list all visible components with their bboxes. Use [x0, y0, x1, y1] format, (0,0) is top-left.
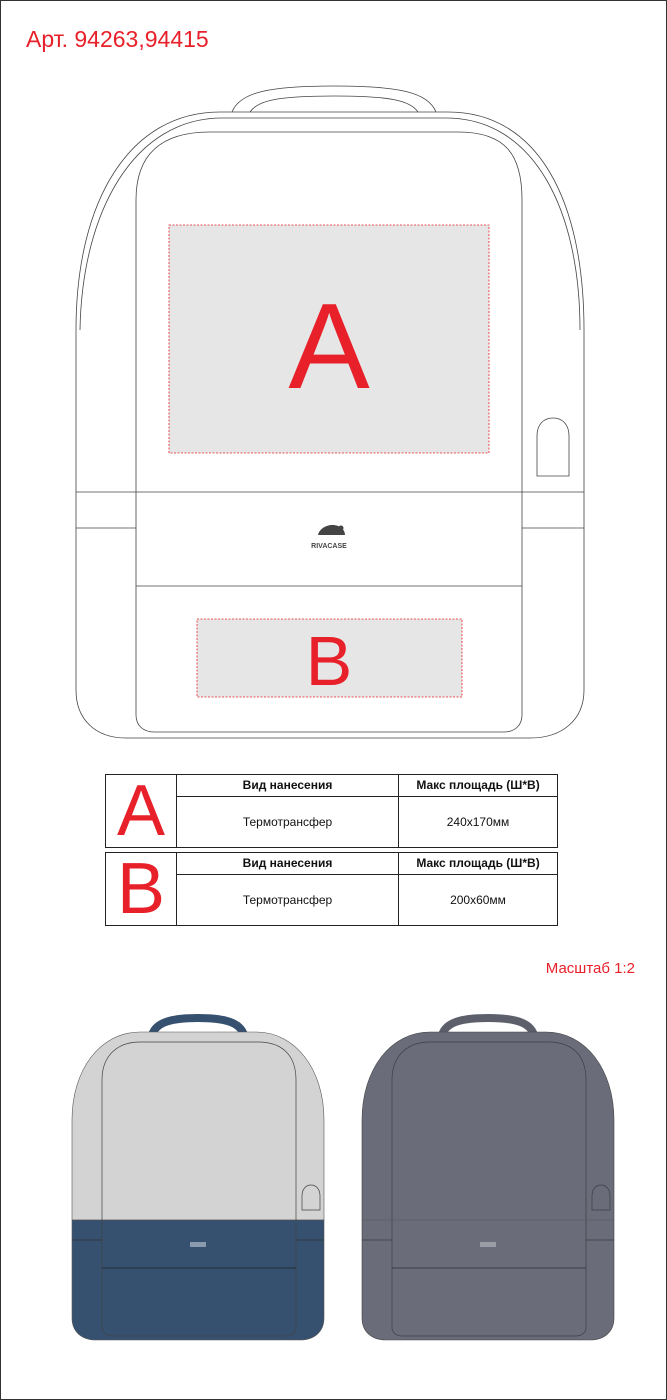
- logo-text: RIVACASE: [311, 543, 347, 550]
- spec-table-b: [105, 849, 558, 929]
- table-b-letter: B: [106, 853, 177, 926]
- table-a-letter: A: [106, 775, 177, 848]
- article-title: Арт. 94263,94415: [26, 26, 209, 52]
- zone-a-label: A: [288, 278, 370, 414]
- table-b-method-header: Вид нанесения: [177, 853, 399, 875]
- scale-label: Масштаб 1:2: [545, 960, 635, 977]
- table-b-size: 200x60мм: [399, 874, 558, 925]
- table-a-size: 240x170мм: [399, 796, 558, 847]
- table-a-size-header: Макс площадь (Ш*В): [399, 775, 558, 797]
- table-a-method: Термотрансфер: [177, 796, 399, 847]
- spec-table-a: [105, 771, 558, 851]
- backpack-slate: [362, 1018, 614, 1340]
- table-b-method: Термотрансфер: [177, 874, 399, 925]
- rivacase-logo-icon: [318, 525, 345, 535]
- side-pocket-outline: [537, 418, 569, 476]
- backpack-grey-navy: [72, 1018, 324, 1340]
- table-b-size-header: Макс площадь (Ш*В): [399, 853, 558, 875]
- handle-outline: [232, 86, 436, 112]
- zone-b-label: B: [305, 622, 353, 700]
- table-a-method-header: Вид нанесения: [177, 775, 399, 797]
